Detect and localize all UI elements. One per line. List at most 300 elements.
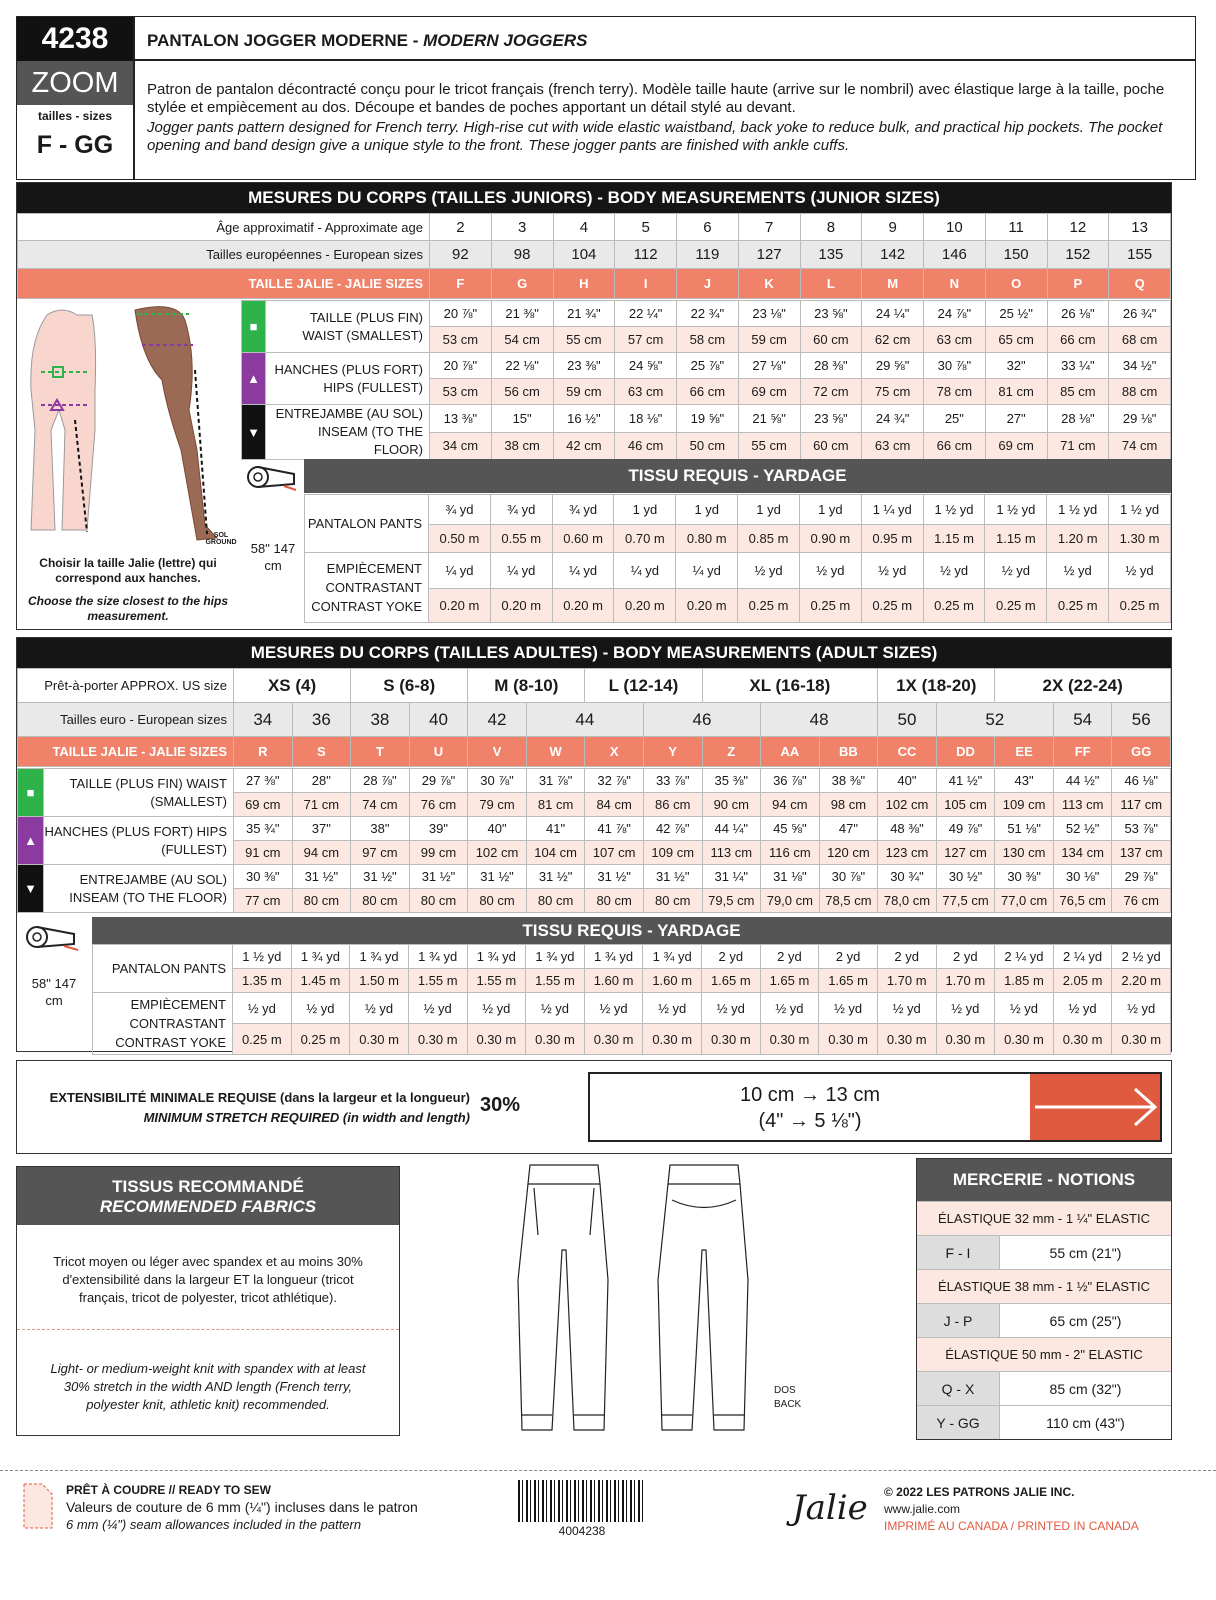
yoke-yd-cell: ¼ yd <box>429 553 491 589</box>
fabric-width: 58" 147 cm <box>31 976 77 1008</box>
euro-cell: 150 <box>985 241 1047 269</box>
hips-cm-cell: 130 cm <box>995 841 1054 865</box>
hips-cm-cell: 88 cm <box>1109 379 1171 405</box>
waist-in-cell: 41 ½" <box>936 769 995 793</box>
pants-label: PANTALON PANTS <box>305 495 429 553</box>
pants-m-cell: 1.65 m <box>760 969 819 993</box>
hips-in-cell: 25 ⅞" <box>677 353 739 379</box>
age-cell: 5 <box>615 214 677 241</box>
pants-m-cell: 0.70 m <box>614 525 676 553</box>
euro-cell: 127 <box>738 241 800 269</box>
waist-icon: ■ <box>242 301 266 353</box>
inseam-in-cell: 28 ⅛" <box>1047 405 1109 433</box>
hips-cm-cell: 56 cm <box>491 379 553 405</box>
euro-label: Tailles européennes - European sizes <box>18 241 430 269</box>
yoke-m-cell: 0.25 m <box>1109 589 1171 623</box>
age-cell: 2 <box>430 214 492 241</box>
jalie-size-cell: R <box>234 737 293 767</box>
hips-in-cell: 32" <box>985 353 1047 379</box>
euro-cell: 152 <box>1047 241 1109 269</box>
junior-yardage-table <box>304 494 1171 623</box>
pants-m-cell: 1.70 m <box>936 969 995 993</box>
back-label: DOS BACK <box>774 1385 802 1410</box>
yoke-m-cell: 0.30 m <box>760 1024 819 1055</box>
euro-cell: 56 <box>1112 703 1171 737</box>
jalie-size-cell: Q <box>1109 269 1171 299</box>
jalie-size-cell: M <box>862 269 924 299</box>
stretch-gauge <box>588 1072 1162 1142</box>
inseam-in-cell: 31 ½" <box>409 865 468 889</box>
inseam-in-cell: 24 ¾" <box>862 405 924 433</box>
hips-in-cell: 41 ⅞" <box>585 817 644 841</box>
pants-yd-cell: 2 yd <box>819 945 878 969</box>
pants-yd-cell: 1 yd <box>799 495 861 525</box>
waist-in-cell: 43" <box>995 769 1054 793</box>
inseam-cm-cell: 46 cm <box>615 432 677 460</box>
waist-in-cell: 27 ⅜" <box>234 769 293 793</box>
hips-cm-cell: 66 cm <box>677 379 739 405</box>
yoke-m-cell: 0.30 m <box>936 1024 995 1055</box>
waist-cm-cell: 98 cm <box>819 793 878 817</box>
waist-in-cell: 38 ⅜" <box>819 769 878 793</box>
pants-m-cell: 1.55 m <box>526 969 585 993</box>
euro-cell: 44 <box>526 703 643 737</box>
yoke-yd-cell: ½ yd <box>738 553 800 589</box>
waist-in-cell: 28 ⅞" <box>351 769 410 793</box>
fabric-roll-icon <box>22 920 82 954</box>
inseam-cm-cell: 80 cm <box>585 889 644 913</box>
notion-length: 85 cm (32") <box>999 1372 1171 1405</box>
yoke-m-cell: 0.30 m <box>1112 1024 1171 1055</box>
inseam-in-cell: 30 ⅜" <box>995 865 1054 889</box>
pants-m-cell: 1.30 m <box>1109 525 1171 553</box>
hips-in-cell: 37" <box>292 817 351 841</box>
yoke-yd-cell: ¼ yd <box>490 553 552 589</box>
yoke-m-cell: 0.30 m <box>584 1024 643 1055</box>
ground-label: SOL GROUND <box>205 532 237 546</box>
waist-cm-cell: 59 cm <box>738 327 800 353</box>
jalie-size-cell: O <box>985 269 1047 299</box>
adult-yardage-title: TISSU REQUIS - YARDAGE <box>92 917 1171 944</box>
waist-cm-cell: 105 cm <box>936 793 995 817</box>
pants-m-cell: 1.15 m <box>923 525 985 553</box>
yoke-m-cell: 0.20 m <box>429 589 491 623</box>
pants-yd-cell: 1 ¾ yd <box>643 945 702 969</box>
pants-yd-cell: 1 ½ yd <box>1047 495 1109 525</box>
pants-m-cell: 1.50 m <box>350 969 409 993</box>
inseam-in-cell: 31 ½" <box>468 865 527 889</box>
hips-cm-cell: 53 cm <box>430 379 492 405</box>
waist-cm-cell: 113 cm <box>1053 793 1112 817</box>
pants-m-cell: 1.55 m <box>467 969 526 993</box>
pants-m-cell: 0.95 m <box>861 525 923 553</box>
inseam-cm-cell: 60 cm <box>800 432 862 460</box>
waist-cm-cell: 90 cm <box>702 793 761 817</box>
waist-cm-cell: 63 cm <box>924 327 986 353</box>
euro-cell: 146 <box>924 241 986 269</box>
yoke-m-cell: 0.25 m <box>923 589 985 623</box>
euro-cell: 46 <box>643 703 760 737</box>
hips-in-cell: 38" <box>351 817 410 841</box>
inseam-in-cell: 19 ⅝" <box>677 405 739 433</box>
age-cell: 7 <box>738 214 800 241</box>
jalie-size-cell: BB <box>819 737 878 767</box>
hips-cm-cell: 120 cm <box>819 841 878 865</box>
hips-in-cell: 44 ¼" <box>702 817 761 841</box>
hips-cm-cell: 97 cm <box>351 841 410 865</box>
jalie-size-cell: W <box>526 737 585 767</box>
yoke-yd-cell: ½ yd <box>1053 993 1112 1024</box>
age-cell: 4 <box>553 214 615 241</box>
hips-cm-cell: 116 cm <box>761 841 820 865</box>
barcode <box>518 1480 646 1522</box>
inseam-cm-cell: 78,0 cm <box>878 889 937 913</box>
fabric-width: 58" 147 cm <box>250 541 296 573</box>
jalie-size-cell: H <box>553 269 615 299</box>
inseam-in-cell: 30 ⅜" <box>234 865 293 889</box>
jalie-size-cell: CC <box>878 737 937 767</box>
yoke-m-cell: 0.25 m <box>233 1024 292 1055</box>
yoke-m-cell: 0.30 m <box>350 1024 409 1055</box>
hips-cm-cell: 137 cm <box>1112 841 1171 865</box>
age-cell: 11 <box>985 214 1047 241</box>
waist-cm-cell: 76 cm <box>409 793 468 817</box>
hips-cm-cell: 75 cm <box>862 379 924 405</box>
pants-m-cell: 1.35 m <box>233 969 292 993</box>
yoke-yd-cell: ½ yd <box>408 993 467 1024</box>
inseam-cm-cell: 77 cm <box>234 889 293 913</box>
yoke-m-cell: 0.20 m <box>490 589 552 623</box>
waist-in-cell: 24 ⅞" <box>924 301 986 327</box>
hips-cm-cell: 104 cm <box>526 841 585 865</box>
waist-cm-cell: 71 cm <box>292 793 351 817</box>
jalie-logo: Jalie <box>792 1488 868 1528</box>
pants-m-cell: 1.60 m <box>643 969 702 993</box>
technical-drawing <box>500 1160 800 1440</box>
pants-m-cell: 0.50 m <box>429 525 491 553</box>
pattern-description: Patron de pantalon décontracté conçu pour le tricot français (french terry). Modèle taille haute (arrive sur le nombril) avec élastique large à la taille, poche stylée et empiècement au dos. Découpe et bandes de poches apportant un détail stylé au devant. Jogger pants pattern designed for French terry. High-rise cut with wide elastic waistband, back yoke to reduce bulk, and practical hip pockets. The pocket opening and band design give a unique style to the front. These jogger pants are finished with ankle cuffs. <box>147 81 1165 154</box>
hips-cm-cell: 94 cm <box>292 841 351 865</box>
notion-size: Y - GG <box>917 1406 999 1439</box>
ready-to-sew: PRÊT À COUDRE // READY TO SEW Valeurs de couture de 6 mm (¼") incluses dans le patron 6 mm (¼") seam allowances included in the pattern <box>66 1483 418 1532</box>
hips-cm-cell: 123 cm <box>878 841 937 865</box>
yoke-m-cell: 0.25 m <box>985 589 1047 623</box>
pants-m-cell: 0.80 m <box>676 525 738 553</box>
inseam-cm-cell: 80 cm <box>643 889 702 913</box>
notions-table <box>916 1158 1172 1440</box>
adult-title: MESURES DU CORPS (TAILLES ADULTES) - BODY MEASUREMENTS (ADULT SIZES) <box>17 638 1171 668</box>
yoke-m-cell: 0.25 m <box>291 1024 350 1055</box>
pants-yd-cell: 2 ½ yd <box>1112 945 1171 969</box>
euro-cell: 142 <box>862 241 924 269</box>
notion-length: 65 cm (25") <box>999 1304 1171 1337</box>
inseam-in-cell: 30 ⅛" <box>1053 865 1112 889</box>
hips-cm-cell: 91 cm <box>234 841 293 865</box>
choose-size-note: Choisir la taille Jalie (lettre) qui correspond aux hanches. Choose the size closest to the hips measurement. <box>27 556 229 623</box>
pants-yd-cell: 1 yd <box>676 495 738 525</box>
inseam-in-cell: 27" <box>985 405 1047 433</box>
waist-in-cell: 21 ¾" <box>553 301 615 327</box>
hips-in-cell: 51 ⅛" <box>995 817 1054 841</box>
inseam-in-cell: 29 ⅞" <box>1112 865 1171 889</box>
yoke-yd-cell: ½ yd <box>877 993 936 1024</box>
waist-cm-cell: 102 cm <box>878 793 937 817</box>
hips-cm-cell: 85 cm <box>1047 379 1109 405</box>
pants-m-cell: 0.85 m <box>738 525 800 553</box>
recommended-fabrics: TISSUS RECOMMANDÉ RECOMMENDED FABRICS Tricot moyen ou léger avec spandex et au moins 30% d'extensibilité dans la largeur ET la longueur (tricot français, tricot de polyester, tricot athlétique). Light- or medium-weight knit with spandex with at least 30% stretch in the width AND length (French terry, polyester knit, athletic knit) recommended. <box>16 1166 400 1436</box>
waist-cm-cell: 57 cm <box>615 327 677 353</box>
waist-in-cell: 35 ⅜" <box>702 769 761 793</box>
inseam-cm-cell: 80 cm <box>409 889 468 913</box>
yoke-m-cell: 0.25 m <box>1047 589 1109 623</box>
sizes-value: F - GG <box>36 131 114 159</box>
rtw-cell: L (12-14) <box>585 669 702 703</box>
notion-row <box>917 1235 1171 1269</box>
pants-m-cell: 1.45 m <box>291 969 350 993</box>
waist-in-cell: 22 ¾" <box>677 301 739 327</box>
pants-m-cell: 0.90 m <box>799 525 861 553</box>
yoke-yd-cell: ½ yd <box>702 993 761 1024</box>
stretch-arrow <box>1030 1074 1160 1140</box>
yoke-yd-cell: ½ yd <box>1112 993 1171 1024</box>
inseam-cm-cell: 77,5 cm <box>936 889 995 913</box>
pants-m-cell: 1.70 m <box>877 969 936 993</box>
pants-yd-cell: 2 yd <box>760 945 819 969</box>
jalie-size-cell: I <box>615 269 677 299</box>
hips-in-cell: 40" <box>468 817 527 841</box>
yoke-yd-cell: ½ yd <box>291 993 350 1024</box>
hips-cm-cell: 81 cm <box>985 379 1047 405</box>
inseam-label: ENTREJAMBE (AU SOL) INSEAM (TO THE FLOOR) <box>266 405 430 460</box>
yoke-yd-cell: ½ yd <box>467 993 526 1024</box>
hips-in-cell: 22 ⅛" <box>491 353 553 379</box>
waist-in-cell: 23 ⅛" <box>738 301 800 327</box>
inseam-in-cell: 31 ½" <box>351 865 410 889</box>
footer-divider <box>0 1470 1216 1471</box>
yoke-yd-cell: ¼ yd <box>552 553 614 589</box>
hips-in-cell: 49 ⅞" <box>936 817 995 841</box>
junior-yardage-title: TISSU REQUIS - YARDAGE <box>304 459 1171 493</box>
inseam-cm-cell: 42 cm <box>553 432 615 460</box>
euro-cell: 50 <box>878 703 937 737</box>
euro-cell: 40 <box>409 703 468 737</box>
junior-title: MESURES DU CORPS (TAILLES JUNIORS) - BODY MEASUREMENTS (JUNIOR SIZES) <box>17 183 1171 213</box>
hips-icon: ▲ <box>242 353 266 405</box>
hips-in-cell: 39" <box>409 817 468 841</box>
inseam-in-cell: 31 ½" <box>526 865 585 889</box>
hips-cm-cell: 113 cm <box>702 841 761 865</box>
jalie-size-cell: F <box>430 269 492 299</box>
inseam-cm-cell: 80 cm <box>468 889 527 913</box>
pants-yd-cell: 2 yd <box>702 945 761 969</box>
yoke-yd-cell: ½ yd <box>584 993 643 1024</box>
waist-in-cell: 21 ⅜" <box>491 301 553 327</box>
adult-yardage-table <box>92 944 1171 1055</box>
age-cell: 3 <box>491 214 553 241</box>
hips-cm-cell: 102 cm <box>468 841 527 865</box>
waist-cm-cell: 94 cm <box>761 793 820 817</box>
euro-cell: 119 <box>677 241 739 269</box>
waist-in-cell: 25 ½" <box>985 301 1047 327</box>
hips-cm-cell: 134 cm <box>1053 841 1112 865</box>
inseam-label: ENTREJAMBE (AU SOL) INSEAM (TO THE FLOOR) <box>44 865 234 913</box>
inseam-cm-cell: 66 cm <box>924 432 986 460</box>
waist-cm-cell: 86 cm <box>643 793 702 817</box>
pattern-piece-icon <box>20 1480 56 1532</box>
yoke-yd-cell: ¼ yd <box>614 553 676 589</box>
jalie-size-cell: K <box>738 269 800 299</box>
age-cell: 12 <box>1047 214 1109 241</box>
waist-cm-cell: 54 cm <box>491 327 553 353</box>
inseam-icon: ▼ <box>242 405 266 460</box>
euro-cell: 135 <box>800 241 862 269</box>
waist-cm-cell: 55 cm <box>553 327 615 353</box>
waist-in-cell: 26 ¾" <box>1109 301 1171 327</box>
pants-m-cell: 1.65 m <box>702 969 761 993</box>
inseam-cm-cell: 76,5 cm <box>1053 889 1112 913</box>
elastic-type: ÉLASTIQUE 32 mm - 1 ¼" ELASTIC <box>917 1201 1171 1235</box>
hips-cm-cell: 72 cm <box>800 379 862 405</box>
euro-cell: 52 <box>936 703 1053 737</box>
hips-icon: ▲ <box>18 817 44 865</box>
waist-in-cell: 36 ⅞" <box>761 769 820 793</box>
yoke-m-cell: 0.20 m <box>614 589 676 623</box>
hips-in-cell: 52 ½" <box>1053 817 1112 841</box>
yoke-yd-cell: ½ yd <box>819 993 878 1024</box>
euro-cell: 112 <box>615 241 677 269</box>
waist-in-cell: 24 ¼" <box>862 301 924 327</box>
inseam-in-cell: 30 ¾" <box>878 865 937 889</box>
pants-yd-cell: ¾ yd <box>552 495 614 525</box>
stretch-percent: 30% <box>480 1094 521 1116</box>
yoke-yd-cell: ½ yd <box>760 993 819 1024</box>
inseam-in-cell: 31 ½" <box>643 865 702 889</box>
jalie-size-cell: DD <box>936 737 995 767</box>
pants-yd-cell: 1 ¾ yd <box>291 945 350 969</box>
jalie-size-cell: V <box>468 737 527 767</box>
sizes-label: tailles - sizes <box>37 109 113 123</box>
notion-length: 55 cm (21") <box>999 1236 1171 1269</box>
yoke-m-cell: 0.30 m <box>702 1024 761 1055</box>
yoke-m-cell: 0.25 m <box>738 589 800 623</box>
hips-in-cell: 23 ⅜" <box>553 353 615 379</box>
notion-row <box>917 1303 1171 1337</box>
hips-in-cell: 34 ½" <box>1109 353 1171 379</box>
inseam-in-cell: 31 ¼" <box>702 865 761 889</box>
rtw-cell: 2X (22-24) <box>995 669 1171 703</box>
pants-yd-cell: 1 yd <box>738 495 800 525</box>
inseam-cm-cell: 76 cm <box>1112 889 1171 913</box>
inseam-in-cell: 29 ⅛" <box>1109 405 1171 433</box>
pants-m-cell: 1.85 m <box>995 969 1054 993</box>
yoke-yd-cell: ¼ yd <box>676 553 738 589</box>
jalie-size-cell: GG <box>1112 737 1171 767</box>
hips-in-cell: 28 ⅜" <box>800 353 862 379</box>
yoke-m-cell: 0.20 m <box>676 589 738 623</box>
pants-m-cell: 1.60 m <box>584 969 643 993</box>
pants-yd-cell: 1 ¾ yd <box>584 945 643 969</box>
waist-cm-cell: 84 cm <box>585 793 644 817</box>
euro-cell: 54 <box>1053 703 1112 737</box>
waist-in-cell: 44 ½" <box>1053 769 1112 793</box>
hips-cm-cell: 127 cm <box>936 841 995 865</box>
inseam-in-cell: 13 ⅜" <box>430 405 492 433</box>
hips-in-cell: 47" <box>819 817 878 841</box>
waist-cm-cell: 53 cm <box>430 327 492 353</box>
hips-cm-cell: 109 cm <box>643 841 702 865</box>
pants-yd-cell: 1 ½ yd <box>985 495 1047 525</box>
inseam-cm-cell: 50 cm <box>677 432 739 460</box>
adult-table-top <box>17 668 1171 767</box>
rtw-cell: XS (4) <box>234 669 351 703</box>
rtw-cell: M (8-10) <box>468 669 585 703</box>
hips-in-cell: 29 ⅝" <box>862 353 924 379</box>
inseam-cm-cell: 69 cm <box>985 432 1047 460</box>
pants-yd-cell: 2 yd <box>877 945 936 969</box>
yoke-yd-cell: ½ yd <box>1047 553 1109 589</box>
yoke-yd-cell: ½ yd <box>861 553 923 589</box>
waist-cm-cell: 74 cm <box>351 793 410 817</box>
pants-yd-cell: 2 ¼ yd <box>1053 945 1112 969</box>
waist-in-cell: 23 ⅝" <box>800 301 862 327</box>
hips-in-cell: 45 ⅝" <box>761 817 820 841</box>
inseam-cm-cell: 78,5 cm <box>819 889 878 913</box>
age-cell: 13 <box>1109 214 1171 241</box>
notion-size: F - I <box>917 1236 999 1269</box>
euro-cell: 38 <box>351 703 410 737</box>
waist-in-cell: 30 ⅞" <box>468 769 527 793</box>
yoke-yd-cell: ½ yd <box>799 553 861 589</box>
inseam-cm-cell: 38 cm <box>491 432 553 460</box>
notion-size: J - P <box>917 1304 999 1337</box>
euro-cell: 104 <box>553 241 615 269</box>
euro-cell: 92 <box>430 241 492 269</box>
yoke-label: EMPIÈCEMENT CONTRASTANT CONTRAST YOKE <box>93 993 233 1055</box>
jalie-size-cell: X <box>585 737 644 767</box>
jalie-size-cell: G <box>491 269 553 299</box>
waist-cm-cell: 117 cm <box>1112 793 1171 817</box>
jalie-size-cell: Z <box>702 737 761 767</box>
jalie-label: TAILLE JALIE - JALIE SIZES <box>18 269 430 299</box>
waist-cm-cell: 65 cm <box>985 327 1047 353</box>
yoke-m-cell: 0.30 m <box>408 1024 467 1055</box>
waist-in-cell: 31 ⅞" <box>526 769 585 793</box>
inseam-in-cell: 16 ½" <box>553 405 615 433</box>
inseam-cm-cell: 55 cm <box>738 432 800 460</box>
yoke-m-cell: 0.20 m <box>552 589 614 623</box>
inseam-in-cell: 30 ⅞" <box>819 865 878 889</box>
waist-cm-cell: 66 cm <box>1047 327 1109 353</box>
pants-m-cell: 0.55 m <box>490 525 552 553</box>
waist-in-cell: 29 ⅞" <box>409 769 468 793</box>
rtw-cell: 1X (18-20) <box>878 669 995 703</box>
pants-yd-cell: 1 ¾ yd <box>408 945 467 969</box>
pants-m-cell: 1.15 m <box>985 525 1047 553</box>
copyright: © 2022 LES PATRONS JALIE INC. www.jalie.com IMPRIMÉ AU CANADA / PRINTED IN CANADA <box>884 1485 1139 1533</box>
pants-label: PANTALON PANTS <box>93 945 233 993</box>
inseam-cm-cell: 63 cm <box>862 432 924 460</box>
hips-in-cell: 53 ⅞" <box>1112 817 1171 841</box>
inseam-cm-cell: 79,5 cm <box>702 889 761 913</box>
notions-title: MERCERIE - NOTIONS <box>917 1159 1171 1201</box>
pants-m-cell: 1.65 m <box>819 969 878 993</box>
pants-m-cell: 1.20 m <box>1047 525 1109 553</box>
inseam-cm-cell: 34 cm <box>430 432 492 460</box>
notion-size: Q - X <box>917 1372 999 1405</box>
yoke-m-cell: 0.30 m <box>877 1024 936 1055</box>
hips-label: HANCHES (PLUS FORT) HIPS (FULLEST) <box>44 817 234 865</box>
euro-cell: 42 <box>468 703 527 737</box>
